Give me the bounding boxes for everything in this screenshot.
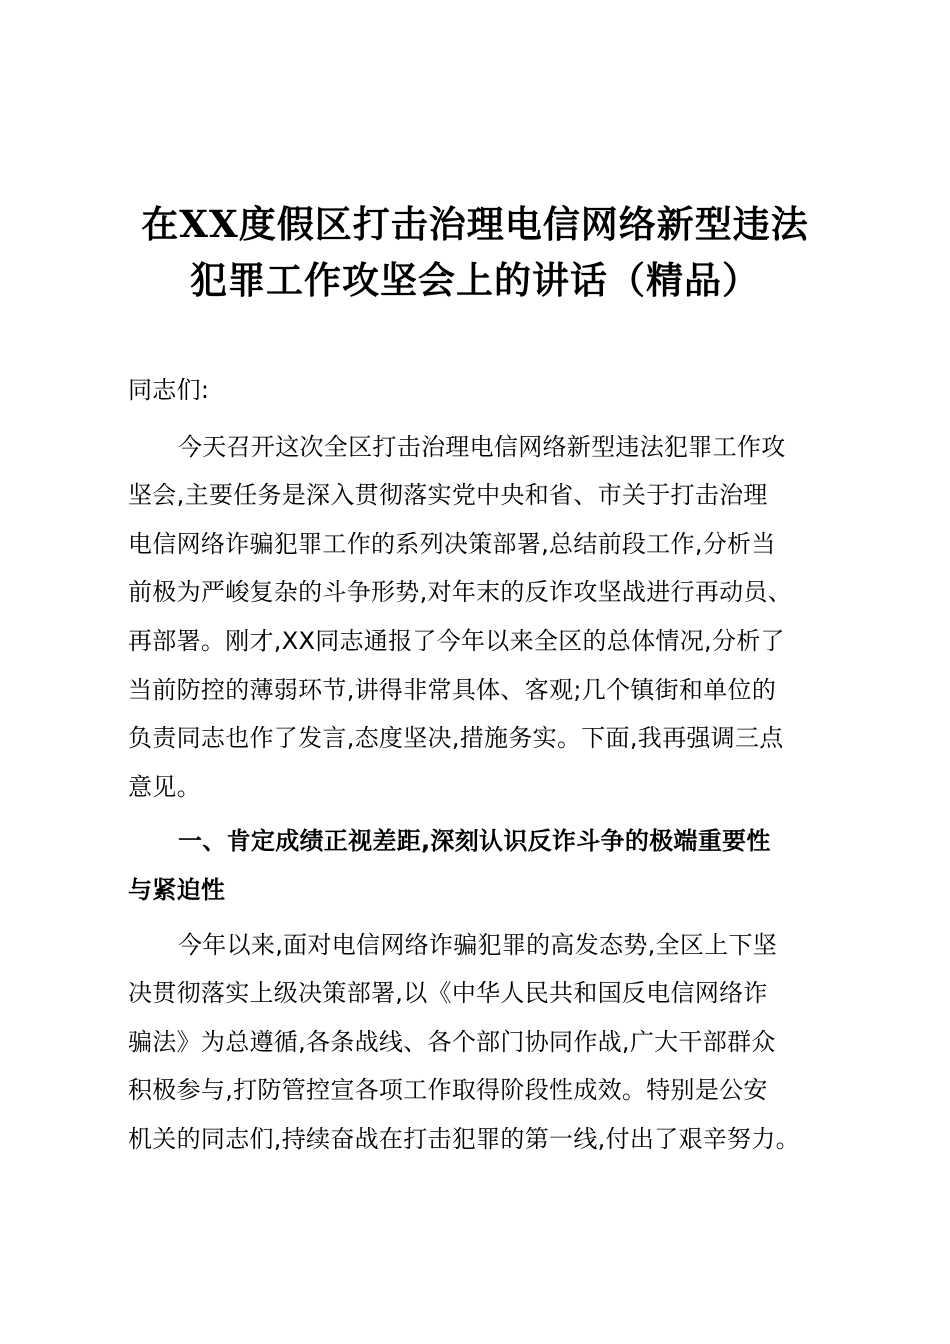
text-line: 电信网络诈骗犯罪工作的系列决策部署,总结前段工作,分析当 bbox=[128, 529, 776, 558]
document-body bbox=[128, 366, 822, 1164]
paragraph-section-1 bbox=[128, 921, 822, 1164]
greeting bbox=[128, 366, 822, 415]
paragraph-opening bbox=[128, 423, 822, 812]
text-line: 负责同志也作了发言,态度坚决,措施务实。下面,我再强调三点 bbox=[128, 724, 784, 753]
heading-line: 与紧迫性 bbox=[128, 875, 226, 904]
text-line: 积极参与,打防管控宣各项工作取得阶段性成效。特别是公安 bbox=[128, 1076, 768, 1105]
text-line: 机关的同志们,持续奋战在打击犯罪的第一线,付出了艰辛努力。 bbox=[128, 1124, 800, 1153]
text-line: 决贯彻落实上级决策部署,以《中华人民共和国反电信网络诈 bbox=[128, 979, 768, 1008]
title-line-1: 在XX度假区打击治理电信网络新型违法 bbox=[141, 202, 809, 246]
document-title bbox=[0, 196, 950, 308]
section-heading-1 bbox=[128, 817, 822, 914]
text-line: 骗法》为总遵循,各条战线、各个部门协同作战,广大干部群众 bbox=[128, 1027, 776, 1056]
heading-line: 一、肯定成绩正视差距,深刻认识反诈斗争的极端重要性 bbox=[178, 827, 771, 856]
text-line: 今年以来,面对电信网络诈骗犯罪的高发态势,全区上下坚 bbox=[178, 930, 778, 959]
text-line: 坚会,主要任务是深入贯彻落实党中央和省、市关于打击治理 bbox=[128, 481, 768, 510]
title-line-2: 犯罪工作攻坚会上的讲话（精品） bbox=[190, 258, 760, 302]
text-line: 前极为严峻复杂的斗争形势,对年末的反诈攻坚战进行再动员、 bbox=[128, 578, 793, 607]
text-line: 意见。 bbox=[128, 772, 201, 801]
text-line: 今天召开这次全区打击治理电信网络新型违法犯罪工作攻 bbox=[178, 432, 786, 461]
text-line: 再部署。刚才,XX同志通报了今年以来全区的总体情况,分析了 bbox=[128, 626, 785, 655]
text-line: 当前防控的薄弱环节,讲得非常具体、客观;几个镇街和单位的 bbox=[128, 675, 777, 704]
greeting-text: 同志们: bbox=[128, 376, 210, 404]
